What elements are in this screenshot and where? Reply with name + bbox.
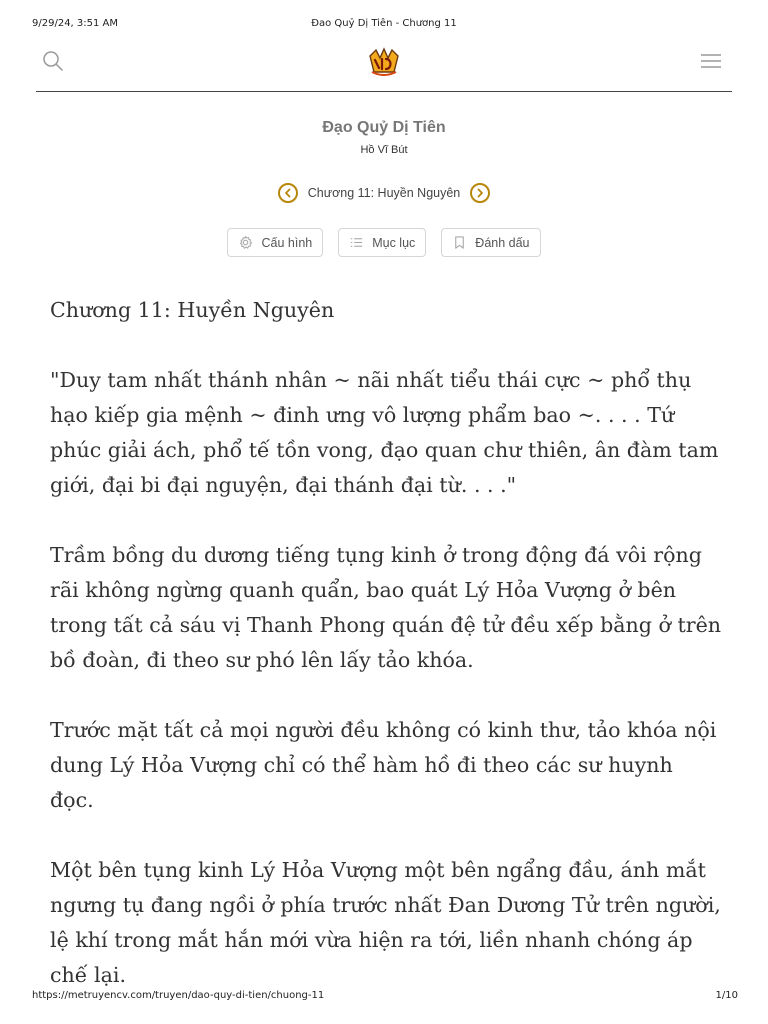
reader-toolbar (0, 228, 768, 257)
print-doc-title: Đao Quỷ Dị Tiên - Chương 11 (311, 18, 457, 29)
bookmark-icon (452, 235, 467, 250)
hamburger-menu-icon[interactable] (700, 52, 724, 74)
navbar (36, 40, 732, 92)
settings-button[interactable] (227, 228, 323, 257)
chapter-heading: Chương 11: Huyền Nguyên (50, 298, 335, 322)
bookmark-button-label: Đánh dấu (475, 235, 530, 250)
table-of-contents-button[interactable] (338, 228, 426, 257)
print-page-number: 1/10 (715, 990, 738, 1001)
paragraph: Trầm bồng du dương tiếng tụng kinh ở trong động đá vôi rộng rãi không ngừng quanh quẩn, bao quát Lý Hỏa Vượng ở bên trong tất cả sáu vị Thanh Phong quán đệ tử đều xếp bằng ở trên bồ đoàn, đi theo sư phó lên lấy tảo khóa. (50, 543, 722, 672)
chapter-select-label[interactable]: Chương 11: Huyền Nguyên (307, 186, 461, 200)
list-icon (349, 235, 364, 250)
search-icon[interactable] (42, 50, 66, 74)
chapter-navigation (0, 182, 768, 204)
site-logo[interactable] (366, 46, 402, 80)
chevron-right-icon[interactable] (470, 183, 490, 203)
chapter-content (50, 293, 722, 1024)
toc-button-label: Mục lục (372, 235, 416, 250)
paragraph: Trước mặt tất cả mọi người đều không có kinh thư, tảo khóa nội dung Lý Hỏa Vượng chỉ có thể hàm hồ đi theo các sư huynh đọc. (50, 718, 717, 812)
print-header (32, 18, 736, 32)
print-footer (32, 990, 738, 1004)
book-title[interactable]: Đạo Quỷ Dị Tiên (322, 119, 446, 136)
bookmark-button[interactable] (441, 228, 540, 257)
book-author[interactable]: Hồ Vĩ Bút (360, 144, 408, 156)
gear-icon (238, 235, 253, 250)
chevron-left-icon[interactable] (278, 183, 298, 203)
print-datetime: 9/29/24, 3:51 AM (32, 18, 119, 29)
print-url: https://metruyencv.com/truyen/dao-quy-di-tien/chuong-11 (32, 990, 325, 1001)
paragraph: Một bên tụng kinh Lý Hỏa Vượng một bên ngẩng đầu, ánh mắt ngưng tụ đang ngồi ở phía trước nhất Đan Dương Tử trên người, lệ khí trong mắt hắn mới vừa hiện ra tới, liền nhanh chóng áp chế lại. (50, 858, 721, 987)
settings-button-label: Cấu hình (261, 235, 313, 250)
paragraph: "Duy tam nhất thánh nhân ~ nãi nhất tiểu thái cực ~ phổ thụ hạo kiếp gia mệnh ~ đinh ưng vô lượng phẩm bao ~. . . . Tứ phúc giải ách, phổ tế tồn vong, đạo quan chư thiên, ân đàm tam giới, đại bi đại nguyện, đại thánh đại từ. . . ." (50, 368, 719, 497)
